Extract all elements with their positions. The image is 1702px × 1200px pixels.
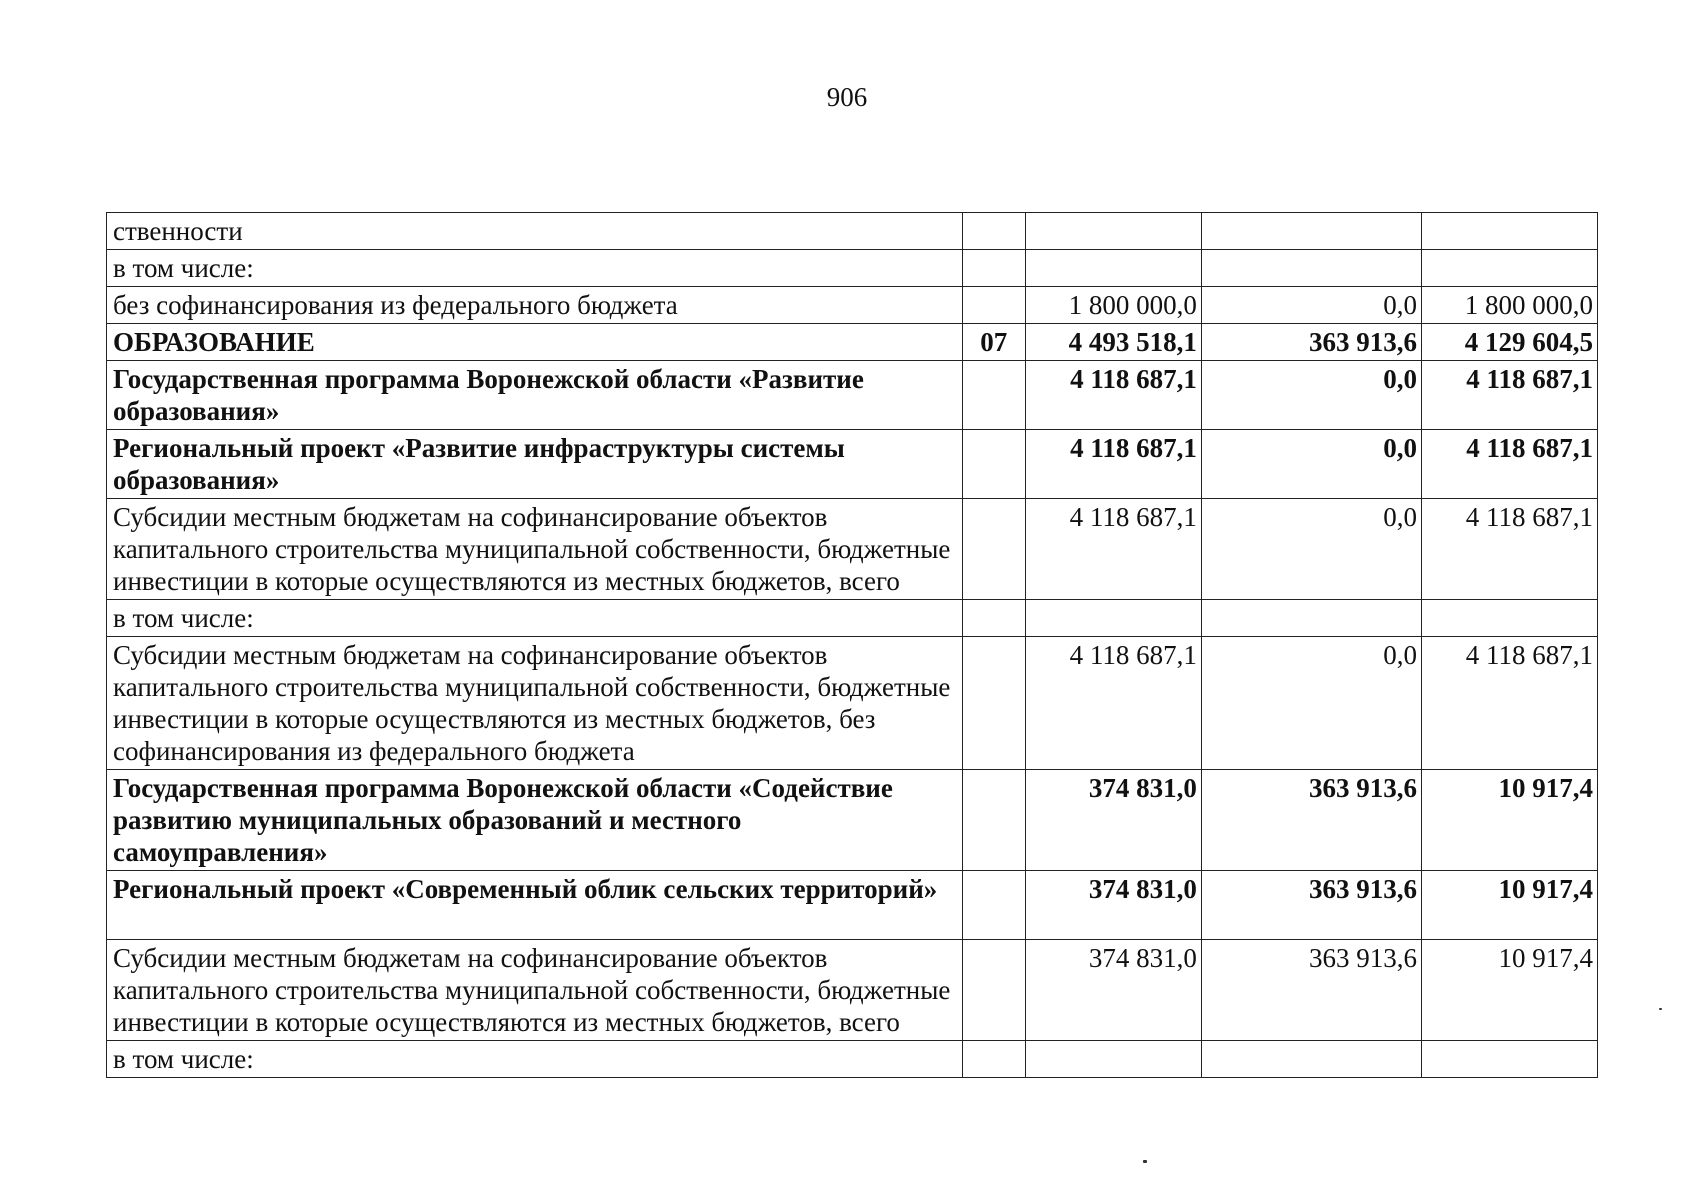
- row-value-1-cell: 4 118 687,1: [1025, 430, 1201, 499]
- row-value-2-cell: 363 913,6: [1201, 324, 1421, 361]
- row-code-cell: [962, 637, 1025, 770]
- row-name-cell: Субсидии местным бюджетам на софинансирование объектов капитального строительства муниципальной собственности, бюджетные инвестиции в которые осуществляются из местных бюджетов, всего: [107, 499, 963, 600]
- table-row: [107, 430, 1598, 499]
- row-value-3-cell: 4 118 687,1: [1422, 361, 1598, 430]
- row-code-cell: [962, 770, 1025, 871]
- row-code-cell: 07: [962, 324, 1025, 361]
- row-name-cell: Субсидии местным бюджетам на софинансирование объектов капитального строительства муниципальной собственности, бюджетные инвестиции в которые осуществляются из местных бюджетов, без софинансирования из федерального бюджета: [107, 637, 963, 770]
- row-value-2-cell: 0,0: [1201, 637, 1421, 770]
- row-value-3-cell: 10 917,4: [1422, 770, 1598, 871]
- row-name-cell: Государственная программа Воронежской области «Содействие развитию муниципальных образований и местного самоуправления»: [107, 770, 963, 871]
- table-row: [107, 871, 1598, 940]
- row-value-3-cell: [1422, 1041, 1598, 1078]
- row-value-1-cell: 4 493 518,1: [1025, 324, 1201, 361]
- row-value-2-cell: 363 913,6: [1201, 940, 1421, 1041]
- row-name-cell: Государственная программа Воронежской области «Развитие образования»: [107, 361, 963, 430]
- budget-table-body: [107, 213, 1598, 1078]
- scan-speck: [1143, 1160, 1147, 1163]
- row-name-cell: ственности: [107, 213, 963, 250]
- page-number: 906: [826, 82, 868, 112]
- row-value-3-cell: [1422, 250, 1598, 287]
- table-row: [107, 637, 1598, 770]
- row-value-2-cell: 0,0: [1201, 430, 1421, 499]
- row-code-cell: [962, 287, 1025, 324]
- row-value-2-cell: [1201, 250, 1421, 287]
- row-value-2-cell: [1201, 600, 1421, 637]
- row-value-2-cell: 0,0: [1201, 499, 1421, 600]
- row-code-cell: [962, 871, 1025, 940]
- row-code-cell: [962, 430, 1025, 499]
- row-name-cell: ОБРАЗОВАНИЕ: [107, 324, 963, 361]
- row-code-cell: [962, 600, 1025, 637]
- row-value-1-cell: 4 118 687,1: [1025, 361, 1201, 430]
- table-row: [107, 287, 1598, 324]
- table-row: [107, 213, 1598, 250]
- row-name-cell: Региональный проект «Развитие инфраструктуры системы образования»: [107, 430, 963, 499]
- row-value-1-cell: [1025, 600, 1201, 637]
- row-value-2-cell: [1201, 213, 1421, 250]
- scan-speck: [1659, 1008, 1662, 1010]
- row-code-cell: [962, 499, 1025, 600]
- row-code-cell: [962, 1041, 1025, 1078]
- row-value-2-cell: [1201, 1041, 1421, 1078]
- table-row: [107, 940, 1598, 1041]
- row-value-2-cell: 363 913,6: [1201, 871, 1421, 940]
- row-value-1-cell: [1025, 1041, 1201, 1078]
- table-row: [107, 499, 1598, 600]
- row-value-2-cell: 0,0: [1201, 361, 1421, 430]
- row-value-3-cell: [1422, 600, 1598, 637]
- row-value-1-cell: 1 800 000,0: [1025, 287, 1201, 324]
- row-value-3-cell: 4 129 604,5: [1422, 324, 1598, 361]
- row-value-1-cell: 374 831,0: [1025, 871, 1201, 940]
- row-value-1-cell: [1025, 213, 1201, 250]
- row-name-cell: в том числе:: [107, 250, 963, 287]
- row-value-1-cell: 4 118 687,1: [1025, 499, 1201, 600]
- row-name-cell: без софинансирования из федерального бюджета: [107, 287, 963, 324]
- row-code-cell: [962, 250, 1025, 287]
- table-row: [107, 361, 1598, 430]
- table-row: [107, 770, 1598, 871]
- row-value-1-cell: 4 118 687,1: [1025, 637, 1201, 770]
- table-row: [107, 1041, 1598, 1078]
- row-value-3-cell: [1422, 213, 1598, 250]
- row-value-1-cell: [1025, 250, 1201, 287]
- row-value-1-cell: 374 831,0: [1025, 940, 1201, 1041]
- row-code-cell: [962, 940, 1025, 1041]
- row-value-3-cell: 4 118 687,1: [1422, 637, 1598, 770]
- row-value-2-cell: 0,0: [1201, 287, 1421, 324]
- row-value-3-cell: 10 917,4: [1422, 940, 1598, 1041]
- row-value-2-cell: 363 913,6: [1201, 770, 1421, 871]
- row-code-cell: [962, 213, 1025, 250]
- table-row: [107, 250, 1598, 287]
- row-value-3-cell: 10 917,4: [1422, 871, 1598, 940]
- table-row: [107, 600, 1598, 637]
- table-row: [107, 324, 1598, 361]
- row-value-3-cell: 4 118 687,1: [1422, 430, 1598, 499]
- row-name-cell: в том числе:: [107, 600, 963, 637]
- row-name-cell: Субсидии местным бюджетам на софинансирование объектов капитального строительства муниципальной собственности, бюджетные инвестиции в которые осуществляются из местных бюджетов, всего: [107, 940, 963, 1041]
- row-value-3-cell: 4 118 687,1: [1422, 499, 1598, 600]
- row-value-1-cell: 374 831,0: [1025, 770, 1201, 871]
- row-code-cell: [962, 361, 1025, 430]
- row-name-cell: в том числе:: [107, 1041, 963, 1078]
- budget-table: [106, 212, 1598, 1078]
- row-value-3-cell: 1 800 000,0: [1422, 287, 1598, 324]
- row-name-cell: Региональный проект «Современный облик сельских территорий»: [107, 871, 963, 940]
